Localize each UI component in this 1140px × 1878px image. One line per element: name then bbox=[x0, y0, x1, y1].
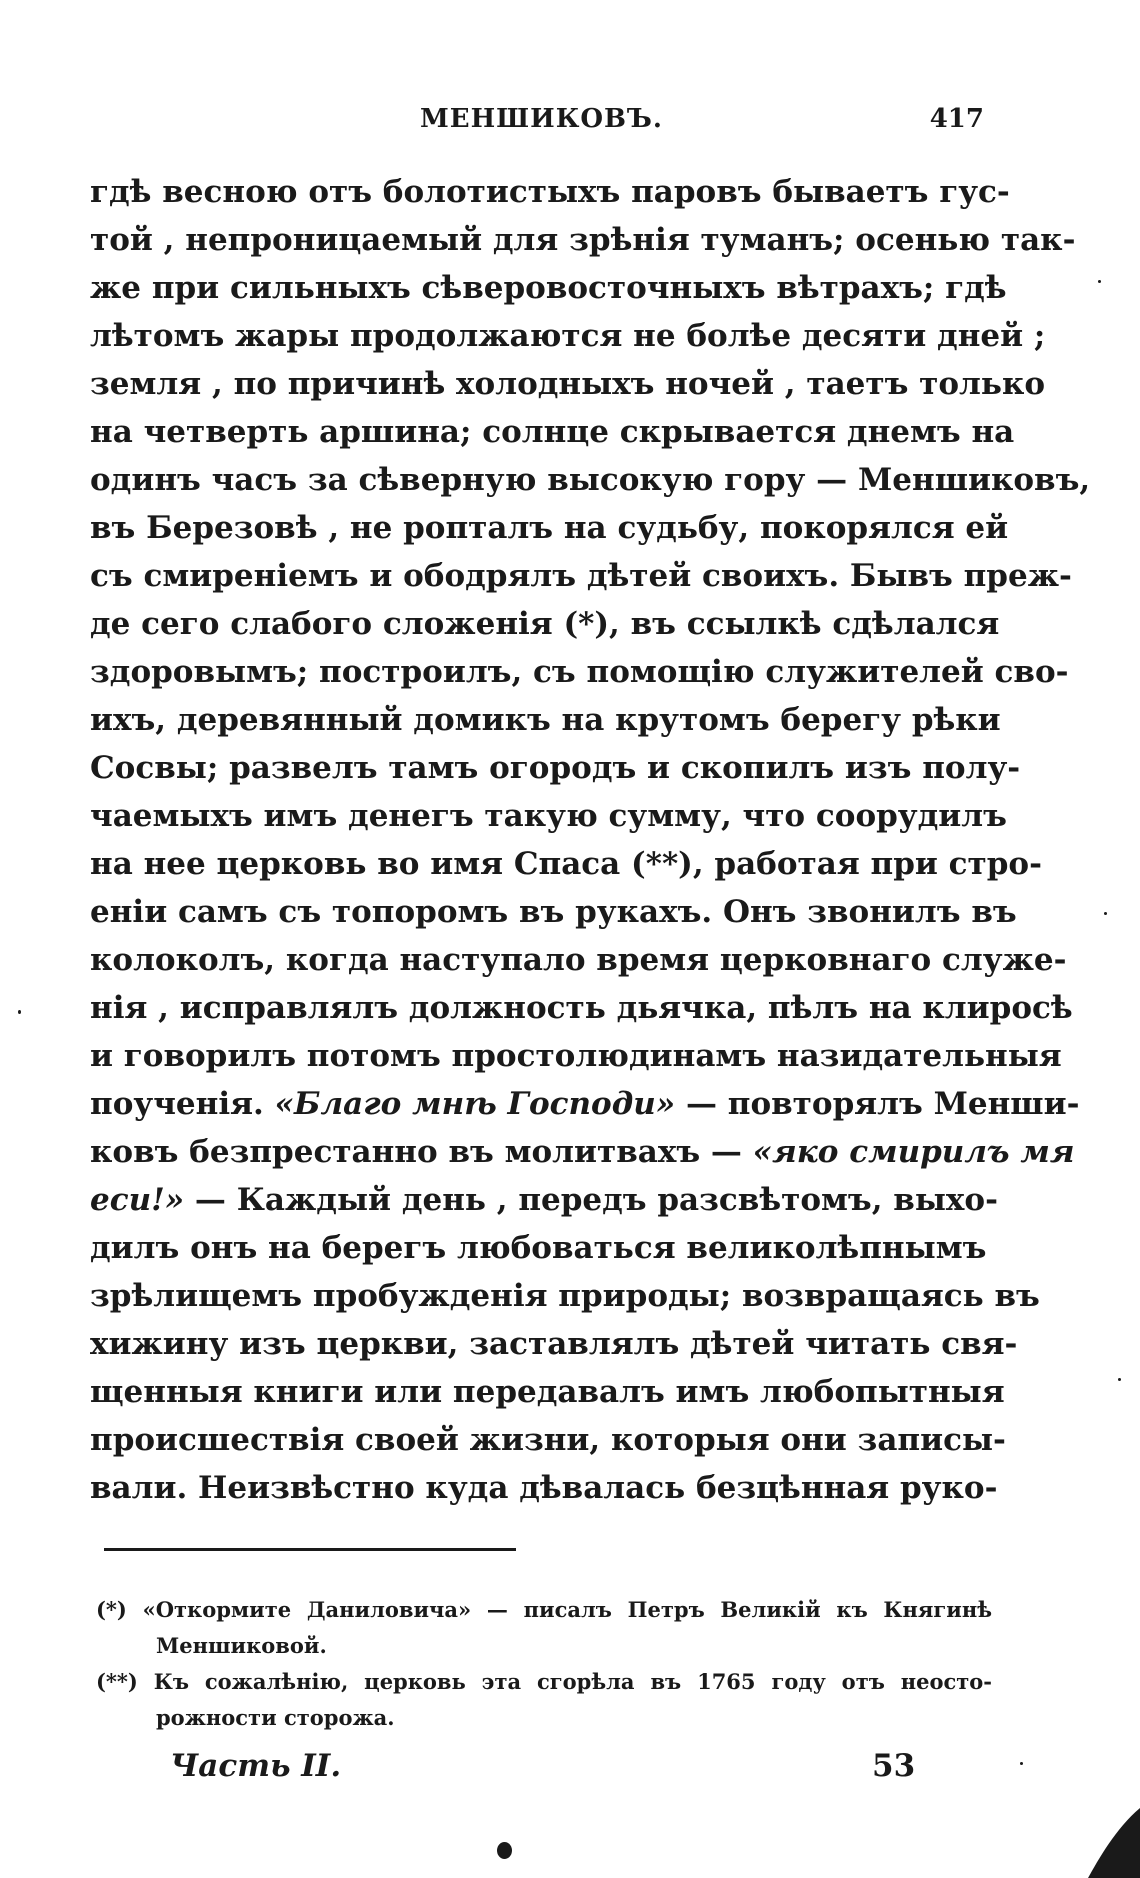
page-number: 417 bbox=[929, 104, 984, 134]
signature-line bbox=[170, 1748, 916, 1792]
text-line: здоровымъ; построилъ, съ помощію служителей сво- bbox=[90, 654, 1069, 690]
body-text bbox=[90, 168, 1091, 1512]
text-line: одинъ часъ за сѣверную высокую гору — Меншиковъ, bbox=[90, 462, 1091, 498]
text-line: лѣтомъ жары продолжаются не болѣе десяти дней ; bbox=[90, 318, 1046, 354]
quoted-prayer: «Благо мнѣ Господи» bbox=[274, 1086, 676, 1122]
part-label: Часть II. bbox=[170, 1748, 342, 1784]
text-line: щенныя книги или передавалъ имъ любопытныя bbox=[90, 1374, 1005, 1410]
ink-speck bbox=[1098, 280, 1101, 283]
text-line bbox=[90, 1080, 1080, 1128]
text-run: — Каждый день , передъ разсвѣтомъ, выхо- bbox=[194, 1182, 998, 1218]
ink-speck bbox=[18, 1010, 21, 1014]
ink-speck bbox=[497, 1842, 512, 1859]
scan-corner-mark bbox=[1088, 1808, 1140, 1878]
footnotes bbox=[96, 1592, 992, 1736]
footnote-line: рожности сторожа. bbox=[156, 1705, 395, 1730]
text-line: гдѣ весною отъ болотистыхъ паровъ бываетъ гус- bbox=[90, 174, 1010, 210]
text-line: съ смиреніемъ и ободрялъ дѣтей своихъ. Бывъ преж- bbox=[90, 558, 1072, 594]
text-line: нія , исправлялъ должность дьячка, пѣлъ на клиросѣ bbox=[90, 990, 1073, 1026]
footnote-line: Меншиковой. bbox=[156, 1633, 327, 1658]
ink-speck bbox=[1118, 1378, 1121, 1381]
text-run: ковъ безпрестанно въ молитвахъ — bbox=[90, 1134, 742, 1170]
text-line: происшествія своей жизни, которыя они записы- bbox=[90, 1422, 1006, 1458]
ink-speck bbox=[1104, 912, 1107, 915]
text-line: еніи самъ съ топоромъ въ рукахъ. Онъ звонилъ въ bbox=[90, 894, 1017, 930]
footnote-rule bbox=[104, 1548, 516, 1551]
text-line: хижину изъ церкви, заставлялъ дѣтей читать свя- bbox=[90, 1326, 1018, 1362]
text-line: Сосвы; развелъ тамъ огородъ и скопилъ изъ полу- bbox=[90, 750, 1021, 786]
page-header bbox=[90, 104, 990, 144]
text-line: дилъ онъ на берегъ любоваться великолѣпнымъ bbox=[90, 1230, 987, 1266]
text-run: — повторялъ Менши- bbox=[685, 1086, 1080, 1122]
text-line bbox=[90, 1128, 1075, 1176]
running-head: МЕНШИКОВЪ. bbox=[420, 104, 663, 134]
text-line: зрѣлищемъ пробужденія природы; возвращаясь въ bbox=[90, 1278, 1040, 1314]
text-line: де сего слабого сложенія (*), въ ссылкѣ сдѣлался bbox=[90, 606, 1000, 642]
footnote-line: (*) «Откормите Даниловича» — писалъ Петръ Великій къ Княгинѣ bbox=[96, 1597, 992, 1622]
text-line: ихъ, деревянный домикъ на крутомъ берегу рѣки bbox=[90, 702, 1001, 738]
text-line: же при сильныхъ сѣверовосточныхъ вѣтрахъ; гдѣ bbox=[90, 270, 1007, 306]
text-line: той , непроницаемый для зрѣнія туманъ; осенью так- bbox=[90, 222, 1076, 258]
footnote-line: (**) Къ сожалѣнію, церковь эта сгорѣла въ 1765 году отъ неосто- bbox=[96, 1669, 992, 1694]
text-line: земля , по причинѣ холодныхъ ночей , таетъ только bbox=[90, 366, 1046, 402]
quoted-prayer: еси!» bbox=[90, 1182, 185, 1218]
text-line: и говорилъ потомъ простолюдинамъ назидательныя bbox=[90, 1038, 1062, 1074]
text-line: на четверть аршина; солнце скрывается днемъ на bbox=[90, 414, 1015, 450]
quoted-prayer: «яко смирилъ мя bbox=[752, 1134, 1075, 1170]
text-line: вали. Неизвѣстно куда дѣвалась безцѣнная руко- bbox=[90, 1470, 998, 1506]
text-line bbox=[90, 1176, 998, 1224]
text-run: поученія. bbox=[90, 1086, 264, 1122]
text-line: на нее церковь во имя Спаса (**), работая при стро- bbox=[90, 846, 1042, 882]
ink-speck bbox=[1020, 1762, 1023, 1765]
text-line: чаемыхъ имъ денегъ такую сумму, что соорудилъ bbox=[90, 798, 1007, 834]
text-line: въ Березовѣ , не ропталъ на судьбу, покорялся ей bbox=[90, 510, 1009, 546]
signature-mark: 53 bbox=[872, 1748, 916, 1784]
text-line: колоколъ, когда наступало время церковнаго служе- bbox=[90, 942, 1067, 978]
